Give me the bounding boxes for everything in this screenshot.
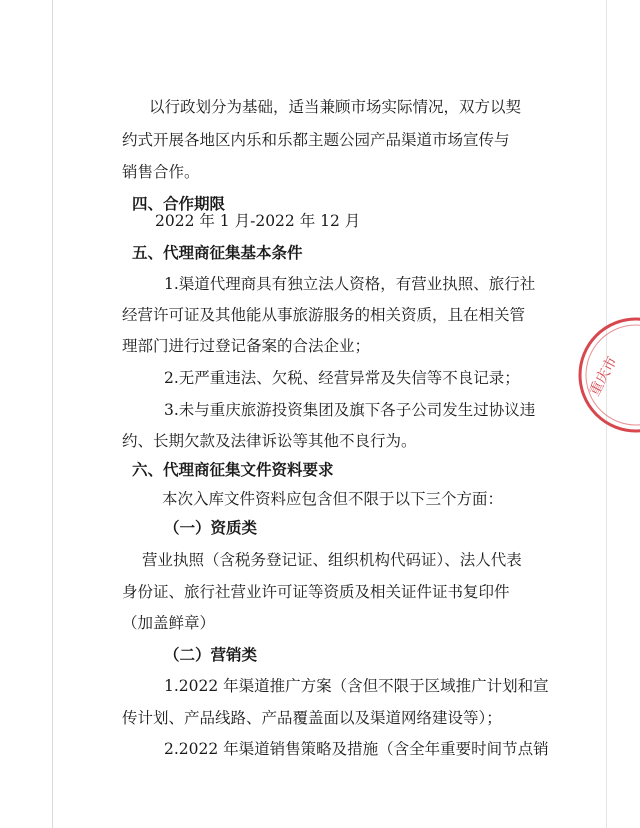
paragraph-line: 本次入库文件资料应包含但不限于以下三个方面： <box>162 490 504 508</box>
seal-text: 重庆市 <box>586 354 621 399</box>
subsection-heading: （二）营销类 <box>164 645 258 664</box>
paragraph-line: 身份证、旅行社营业许可证等资质及相关证件证书复印件 <box>122 583 510 601</box>
section-heading: 六、代理商征集文件资料要求 <box>132 460 334 479</box>
paragraph-line: 1.2022 年渠道推广方案（含但不限于区域推广计划和宣 <box>164 677 549 695</box>
paragraph-line: （加盖鲜章） <box>122 614 216 632</box>
paragraph-line: 营业执照（含税务登记证、组织机构代码证）、法人代表 <box>142 551 522 569</box>
paragraph-line: 1.渠道代理商具有独立法人资格，有营业执照、旅行社 <box>164 275 536 293</box>
paragraph-line: 2.2022 年渠道销售策略及措施（含全年重要时间节点销 <box>164 740 549 758</box>
subsection-heading: （一）资质类 <box>164 518 258 537</box>
paragraph-line: 经营许可证及其他能从事旅游服务的相关资质，且在相关管 <box>122 306 526 324</box>
paragraph-line: 理部门进行过登记备案的合法企业； <box>122 337 371 355</box>
paragraph-line: 约、长期欠款及法律诉讼等其他不良行为。 <box>122 432 417 450</box>
paragraph-line: 销售合作。 <box>122 163 200 181</box>
paragraph-line: 2.无严重违法、欠税、经营异常及失信等不良记录； <box>164 369 520 387</box>
paragraph-line: 2022 年 1 月-2022 年 12 月 <box>155 212 361 230</box>
official-seal <box>574 310 640 440</box>
paragraph-line: 以行政划分为基础，适当兼顾市场实际情况，双方以契 <box>149 98 522 116</box>
section-heading: 五、代理商征集基本条件 <box>132 243 303 262</box>
page-edge-left <box>52 0 53 828</box>
section-heading: 四、合作期限 <box>132 194 226 213</box>
paragraph-line: 约式开展各地区内乐和乐都主题公园产品渠道市场宣传与 <box>122 131 510 149</box>
paragraph-line: 3.未与重庆旅游投资集团及旗下各子公司发生过协议违 <box>164 401 536 419</box>
paragraph-line: 传计划、产品线路、产品覆盖面以及渠道网络建设等）； <box>122 709 502 727</box>
